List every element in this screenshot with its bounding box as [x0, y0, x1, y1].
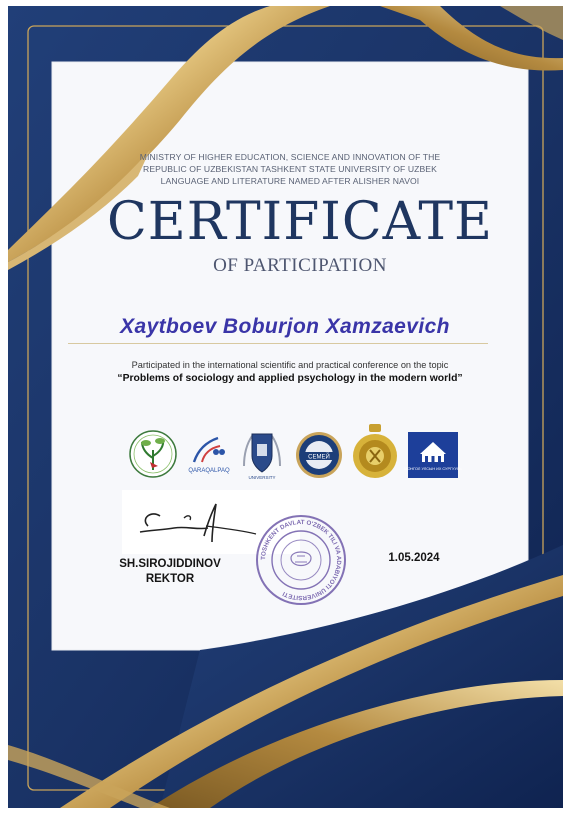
gold-seal-logo: [350, 424, 400, 482]
ministry-heading: [100, 151, 480, 187]
conference-topic: “Problems of sociology and applied psychology in the modern world”: [117, 373, 463, 384]
signatory-name: SH.SIROJIDDINOV: [119, 558, 221, 570]
recipient-name: Xaytboev Boburjon Xamzaevich: [120, 315, 450, 338]
qaraqalpaq-logo-text: QARAQALPAQ: [188, 468, 230, 474]
qaraqalpaq-university-logo: [188, 432, 230, 478]
signatory-title: REKTOR: [145, 573, 195, 585]
certificate-date: 1.05.2024: [388, 552, 440, 564]
certificate-subtitle: OF PARTICIPATION: [213, 255, 387, 276]
partner-logos: [128, 422, 462, 490]
shield-university-logo: [238, 426, 286, 482]
official-stamp: [255, 514, 347, 606]
stamp-text: TOSHKENT DAVLAT O'ZBEK TILI VA ADABIYOTI UNIVERSITETI: [259, 518, 343, 602]
mongolian-university-logo: [404, 432, 462, 478]
ministry-line: MINISTRY OF HIGHER EDUCATION, SCIENCE AND INNOVATION OF THE: [139, 152, 441, 162]
ministry-line: LANGUAGE AND LITERATURE NAMED AFTER ALISHER NAVOI: [160, 176, 420, 186]
semey-logo-text: СЕМЕЙ: [308, 454, 330, 461]
ministry-line: REPUBLIC OF UZBEKISTAN TASHKENT STATE UNIVERSITY OF UZBEK: [143, 164, 437, 174]
mongolian-logo-text: МОНГОЛ УЛСЫН ИХ СУРГУУЛЬ: [404, 467, 462, 471]
participation-description: Participated in the international scientific and practical conference on the topic: [131, 360, 449, 370]
name-underline: [68, 343, 488, 344]
shield-logo-text: UNIVERSITY: [248, 475, 276, 480]
semey-university-logo: [294, 430, 344, 480]
signatory: [110, 557, 230, 587]
certificate-title: CERTIFICATE: [107, 192, 493, 252]
tree-emblem-logo: [128, 428, 178, 480]
